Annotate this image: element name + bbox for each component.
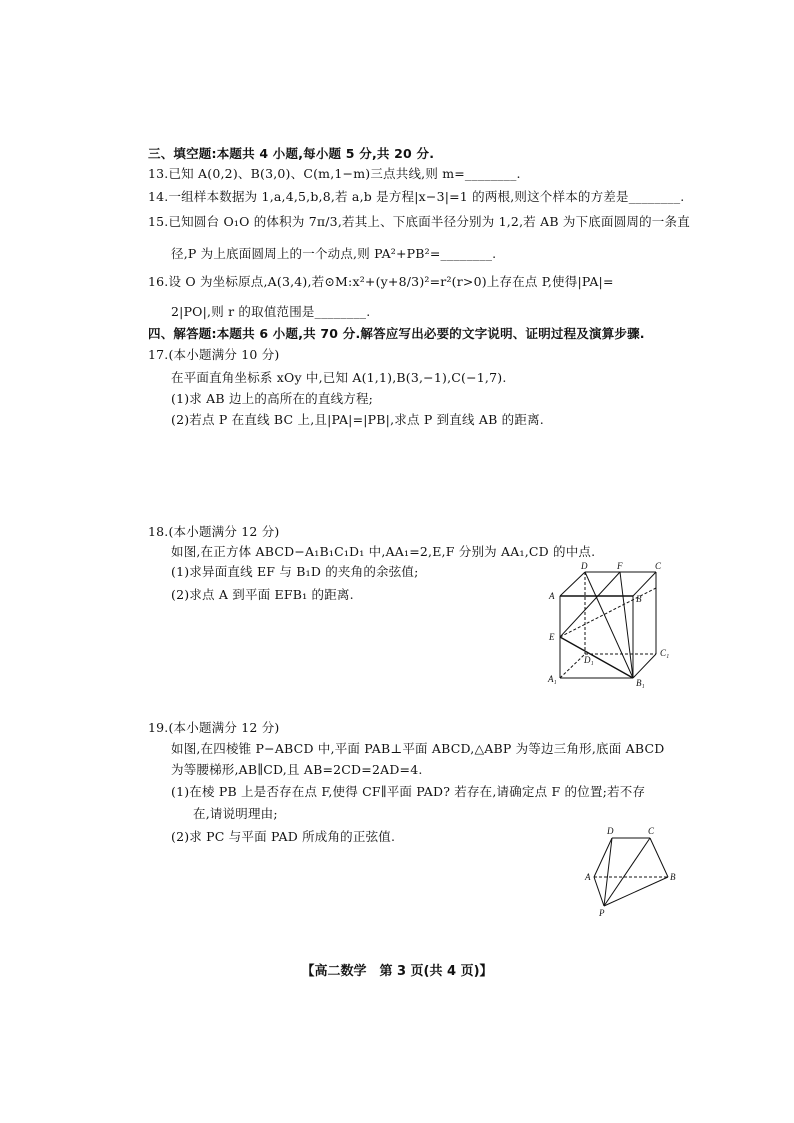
- cube-label-B: B: [636, 594, 642, 604]
- pyramid-label-P: P: [599, 908, 605, 918]
- question-19-title: 19.(本小题满分 12 分): [148, 720, 280, 735]
- section4-header: 四、解答题:本题共 6 小题,共 70 分.解答应写出必要的文字说明、证明过程及演算步骤.: [148, 326, 645, 341]
- cube-label-A: A: [549, 591, 555, 601]
- page-footer: 【高二数学 第 3 页(共 4 页)】: [301, 964, 493, 979]
- section3-header: 三、填空题:本题共 4 小题,每小题 5 分,共 20 分.: [148, 146, 435, 161]
- question-15-line2: 径,P 为上底面圆周上的一个动点,则 PA²+PB²=________.: [171, 246, 497, 261]
- cube-label-D1: D₁: [584, 655, 594, 665]
- cube-label-D: D: [581, 561, 588, 571]
- cube-figure: [545, 560, 685, 688]
- question-19-part1-line1: (1)在棱 PB 上是否存在点 F,使得 CF∥平面 PAD? 若存在,请确定点 F 的位置;若不存: [171, 784, 646, 799]
- pyramid-label-A: A: [585, 872, 591, 882]
- question-19-stem1: 如图,在四棱锥 P−ABCD 中,平面 PAB⊥平面 ABCD,△ABP 为等边三角形,底面 ABCD: [171, 741, 665, 756]
- question-17-stem: 在平面直角坐标系 xOy 中,已知 A(1,1),B(3,−1),C(−1,7).: [171, 370, 507, 385]
- cube-label-A1: A₁: [548, 674, 557, 684]
- cube-label-B1: B₁: [636, 678, 645, 688]
- pyramid-figure: [584, 824, 684, 920]
- pyramid-label-B: B: [670, 872, 676, 882]
- cube-label-E: E: [549, 632, 555, 642]
- question-18-title: 18.(本小题满分 12 分): [148, 524, 280, 539]
- question-14: 14.一组样本数据为 1,a,4,5,b,8,若 a,b 是方程|x−3|=1 的两根,则这个样本的方差是________.: [148, 189, 685, 204]
- cube-label-F: F: [617, 561, 623, 571]
- pyramid-label-C: C: [648, 826, 655, 836]
- question-18-stem: 如图,在正方体 ABCD−A₁B₁C₁D₁ 中,AA₁=2,E,F 分别为 AA₁,CD 的中点.: [171, 544, 596, 559]
- question-17-title: 17.(本小题满分 10 分): [148, 347, 280, 362]
- question-19-part2: (2)求 PC 与平面 PAD 所成角的正弦值.: [171, 829, 396, 844]
- question-17-part2: (2)若点 P 在直线 BC 上,且|PA|=|PB|,求点 P 到直线 AB 的距离.: [171, 412, 544, 427]
- question-15-line1: 15.已知圆台 O₁O 的体积为 7π/3,若其上、下底面半径分别为 1,2,若 AB 为下底面圆周的一条直: [148, 214, 690, 229]
- question-16-line1: 16.设 O 为坐标原点,A(3,4),若⊙M:x²+(y+8/3)²=r²(r>0)上存在点 P,使得|PA|=: [148, 274, 614, 289]
- question-16-line2: 2|PO|,则 r 的取值范围是________.: [171, 304, 371, 319]
- question-18-part1: (1)求异面直线 EF 与 B₁D 的夹角的余弦值;: [171, 564, 419, 579]
- question-19-stem2: 为等腰梯形,AB∥CD,且 AB=2CD=2AD=4.: [171, 762, 423, 777]
- cube-label-C1: C₁: [660, 648, 670, 658]
- question-17-part1: (1)求 AB 边上的高所在的直线方程;: [171, 391, 374, 406]
- question-18-part2: (2)求点 A 到平面 EFB₁ 的距离.: [171, 587, 354, 602]
- question-19-part1-line2: 在,请说明理由;: [193, 806, 278, 821]
- pyramid-label-D: D: [607, 826, 614, 836]
- question-13: 13.已知 A(0,2)、B(3,0)、C(m,1−m)三点共线,则 m=________.: [148, 166, 521, 181]
- cube-label-C: C: [655, 561, 662, 571]
